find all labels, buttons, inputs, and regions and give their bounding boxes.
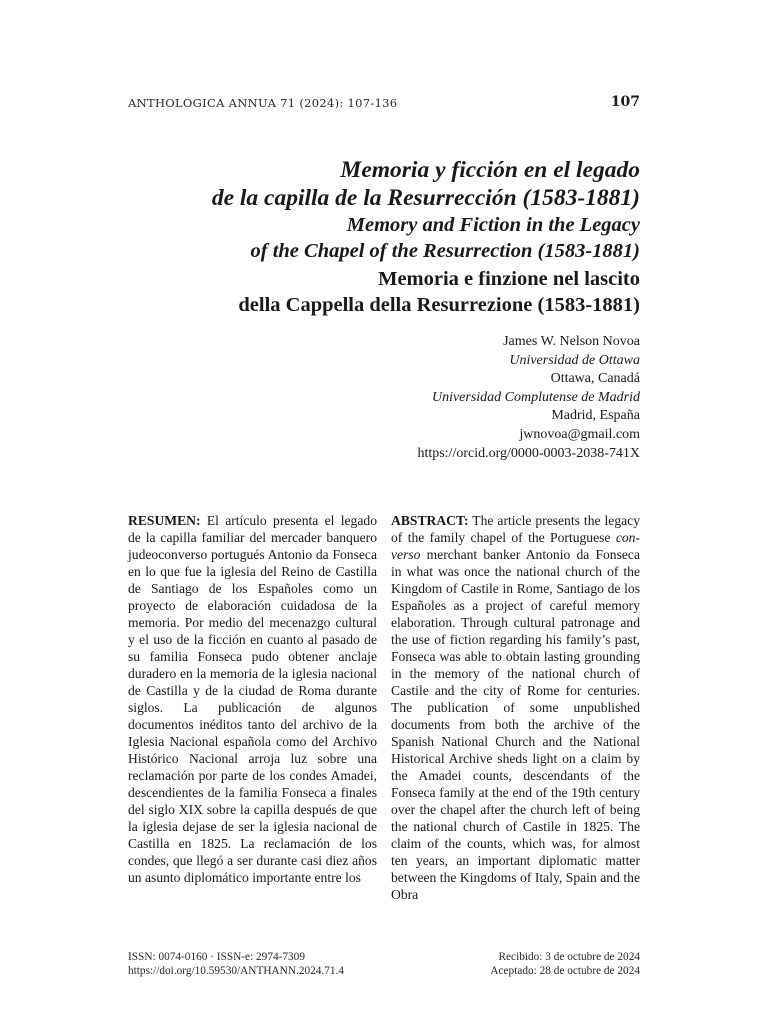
author-email-link[interactable]: jwnovoa@gmail.com: [519, 426, 640, 442]
abstract-label: ABSTRACT:: [391, 513, 469, 528]
title-english: [80, 212, 640, 264]
title-english-line-2: of the Chapel of the Resurrection (1583-1881): [250, 240, 640, 262]
title-spanish-line-2: de la capilla de la Resurrección (1583-1881): [211, 185, 640, 211]
article-titles: [80, 156, 640, 318]
footer-doi-link[interactable]: https://doi.org/10.59530/ANTHANN.2024.71.4: [128, 965, 345, 977]
abstract-text-2: merchant banker Antonio da Fonseca in what was once the national church of the Kingdom of Castile in Rome, Santiago de los Españoles as a project of careful memory elaboration. Through cultural patronage and the use of fiction regarding his family’s past, Fonseca was able to obtain lasting grounding in the memory of the national church of Castile and the city of Rome for centuries. The publication of some unpublished documents from both the archive of the Spanish National Church and the National Historical Archive sheds light on a claim by the Amadei counts, descendants of the Fonseca family at the end of the 19th century over the chapel after the church left of being the national church of Castile in 1825. The claim of the counts, which was, for almost ten years, an important diplomatic matter between the Kingdoms of Italy, Spain and the Obra: [391, 547, 640, 902]
title-spanish-line-1: Memoria y ficción en el legado: [340, 157, 640, 183]
footer-received-date: Recibido: 3 de octubre de 2024: [498, 951, 640, 963]
author-location-1: Ottawa, Canadá: [550, 371, 640, 387]
author-block: [417, 333, 640, 463]
author-location-2: Madrid, España: [551, 408, 640, 424]
author-affiliation-1: Universidad de Ottawa: [509, 352, 640, 368]
footer-accepted-date: Aceptado: 28 de octubre de 2024: [490, 965, 640, 977]
abstract-text-1: The article presents the legacy of the family chapel of the Portuguese: [391, 513, 640, 545]
title-spanish: [80, 156, 640, 212]
resumen-label: RESUMEN:: [128, 513, 201, 528]
footer-issn: ISSN: 0074-0160 · ISSN-e: 2974-7309: [128, 951, 305, 963]
title-italian-line-1: Memoria e finzione nel lascito: [378, 268, 640, 290]
footer-identifiers: [128, 950, 344, 978]
author-affiliation-2: Universidad Complutense de Madrid: [431, 389, 640, 405]
page-number: 107: [610, 94, 640, 110]
resumen-text: El artículo presenta el legado de la capilla familiar del mercader banquero judeoconverso portugués Antonio da Fonseca en lo que fue la iglesia del Reino de Castilla de Santiago de los Españoles como un proyecto de elaboración cuidadosa de la memoria. Por medio del mecenazgo cultural y el uso de la ficción en cuanto al pasado de su familia Fonseca pudo obtener anclaje duradero en la memoria de la iglesia nacional de Castilla y de la ciudad de Roma durante siglos. La publicación de algunos documentos inéditos tanto del archivo de la Iglesia Nacional española como del Archivo Histórico Nacional arroja luz sobre una reclamación por parte de los condes Amadei, descendientes de la familia Fonseca a finales del siglo XIX sobre la capilla después de que la iglesia dejase de ser la iglesia nacional de Castilla en 1825. La reclamación de los condes, que llegó a ser durante casi diez años un asunto diplomático importante entre los: [128, 513, 377, 885]
running-head-journal: ANTHOLOGICA ANNUA 71 (2024): 107-136: [128, 96, 398, 110]
abstract-paragraph: [391, 512, 640, 903]
author-name: James W. Nelson Novoa: [503, 334, 640, 349]
resumen-paragraph: [128, 512, 377, 886]
footer-dates: [490, 950, 640, 978]
title-english-line-1: Memory and Fiction in the Legacy: [346, 214, 640, 236]
title-italian-line-2: della Cappella della Resurrezione (1583-1881): [238, 294, 640, 316]
author-orcid-link[interactable]: https://orcid.org/0000-0003-2038-741X: [417, 445, 640, 461]
title-italian: [80, 266, 640, 318]
abstract-emphasis: converso: [391, 530, 640, 562]
